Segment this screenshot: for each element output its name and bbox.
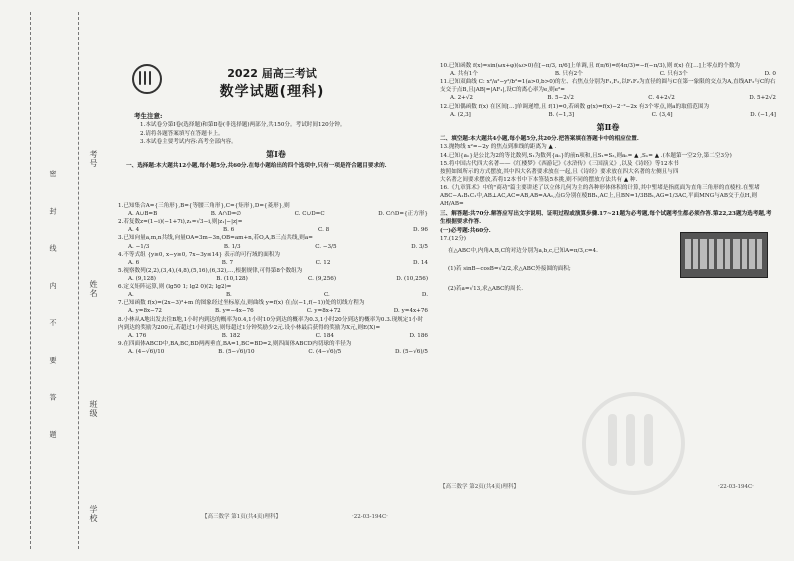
name-label: 姓名 — [89, 280, 98, 298]
question-4 — [118, 251, 428, 267]
question-stem: 4.不等式组 {y≥0, x−y≥0, 7x−3y≤14} 表示的可行域的面积为 — [118, 251, 281, 258]
mc-questions — [118, 202, 428, 356]
binding-strip — [0, 0, 112, 561]
question-8 — [118, 316, 428, 340]
school-label: 学校 — [89, 505, 98, 523]
option: D. — [421, 292, 428, 299]
option: B. — [225, 292, 232, 299]
question-stem: 9.在四面体ABCD中,BA,BC,BD两两垂直,BA=1,BC=BD=2,则四面体ABCD内切球的半径为 — [118, 340, 352, 347]
seal-warning: 密 封 线 内 不 要 答 题 — [49, 170, 57, 452]
option: A. (4−√6)/10 — [128, 348, 165, 355]
option: B. 7 — [221, 259, 234, 266]
notice-item: 1.本试卷分第Ⅰ卷(选择题)和第Ⅱ卷(非选择题)两部分,共150分。考试时间120分钟。 — [140, 122, 346, 129]
required-heading: (一)必考题:共60分. — [440, 227, 491, 234]
question-stem: 12.已知偶函数 f(x) 在区间[…]单调递增,且 f(1)=0,若函数 g(x)=f(x)−2⁻²−2x 有3个零点,则a的取值范围为 — [440, 103, 710, 110]
question-6 — [118, 283, 428, 299]
watermark-logo-icon — [582, 392, 685, 495]
option: A. 2+√2 — [450, 95, 473, 102]
part1-heading: 第Ⅰ卷 — [266, 148, 286, 159]
question-stem: 3.已知向量a,m,n共线,向量OA=3m−3n,OB=am+n,若O,A,B三点共线,则a= — [118, 235, 313, 242]
question-12 — [440, 103, 776, 119]
question-stem: 8.小林从A地出发去往B地,1小时内到达的概率为0.4,1小时10分到达的概率为0.3,1小时20分到达的概率为0.3.现规定1小时内到达的奖励为200元,若超过1小时到达,则每超过1分钟奖励少2元.设小林最后获得的奖励为X元,则E(X)= — [118, 316, 424, 331]
option: C. −3/5 — [315, 243, 337, 250]
option: D. 5+2√2 — [749, 95, 776, 102]
bookshelf-image — [680, 232, 768, 278]
option: B. 只有2个 — [554, 71, 583, 78]
option: C. y=8x+72 — [306, 308, 341, 315]
option: B. (10,128) — [216, 275, 248, 282]
question-1 — [118, 202, 428, 218]
page-footer: 【高三数学 第1页(共4页)理科】 — [202, 514, 282, 520]
page-code: ·22-03-194C· — [718, 484, 754, 490]
option: B. 182 — [221, 332, 241, 339]
option: C. 4+2√2 — [648, 95, 675, 102]
left-page — [112, 0, 432, 561]
option: D. y=4x+76 — [393, 308, 428, 315]
question-2 — [118, 218, 428, 234]
option: A. 176 — [128, 332, 147, 339]
option: C. (3,4] — [651, 111, 673, 118]
question-16: 16.《九章算术》中的"商功"篇主要讲述了以立体几何为主的各种形体体积的计算,其中堑堵是指底面为直角三角形的直棱柱.在堑堵ABC−A₁B₁C₁中,AB⊥AC,AC=AB,AB=AA₁,点G分别在棱BB₁,AC上,且BN=1/3BB₁,AG=1/3AC,平面MNG与AB交于点H,则AH/AB= — [440, 185, 760, 208]
solve-instruction: 三、解答题:共70分.解答应写出文字说明、证明过程或演算步骤.17~21题为必考题,每个试题考生都必须作答.第22,23题为选考题,考生根据要求作答. — [440, 211, 772, 226]
question-stem: 5.视察数列(2,2),(3,4),(4,8),(5,16),(6,32),…,根据规律,可得第8个数组为 — [118, 267, 303, 274]
question-11 — [440, 78, 776, 102]
question-5 — [118, 267, 428, 283]
option: A. A∪B=B — [128, 211, 158, 218]
option: C. 只有3个 — [659, 71, 688, 78]
option: D. (−1,4] — [750, 111, 776, 118]
option: D. 96 — [413, 227, 428, 234]
class-label: 班级 — [89, 400, 98, 418]
candidate-notice — [126, 112, 426, 170]
seal-line — [30, 12, 31, 549]
mc-instruction: 一、选择题:本大题共12小题,每小题5分,共60分.在每小题给出的四个选项中,只有一项是符合题目要求的. — [126, 163, 387, 170]
question-17-part-1: (1)若 sinB−cosB=√2/2,求△ABC外接圆的面积; — [448, 265, 571, 272]
exam-subtitle: 数学试题(理科) — [219, 84, 325, 100]
question-17-stem: 在△ABC中,内角A,B,C的对边分别为a,b,c,已知A=π/3,c=4. — [448, 247, 598, 254]
option: A. 4 — [128, 227, 140, 234]
option: D. 3/5 — [411, 243, 428, 250]
option: D. 0 — [764, 71, 776, 78]
option: C. (9,256) — [308, 275, 337, 282]
option: C. 12 — [315, 259, 331, 266]
page-code: ·22-03-194C· — [352, 514, 388, 520]
option: C. (4−√6)/5 — [308, 348, 342, 355]
question-7 — [118, 299, 428, 315]
question-9 — [118, 340, 428, 356]
option: D. (5−√6)/5 — [394, 348, 428, 355]
exam-number-label: 考号 — [89, 150, 98, 168]
notice-item: 3.本试卷主要考试内容:高考全部内容。 — [140, 138, 237, 145]
question-stem: 10.已知函数 f(x)=sin(ωx+φ)(ω>0)在[−π/3, π/6]上单调,且 f(π/6)=f(4π/3)=−f(−π/3),则 f(x) 在[…]上零点的个数为 — [440, 63, 741, 69]
option: A. 共有1个 — [450, 71, 478, 78]
option: A. −1/3 — [128, 243, 150, 250]
option: A. 6 — [128, 259, 140, 266]
option: C. C∪D=C — [294, 211, 325, 218]
option: C. 8 — [318, 227, 330, 234]
fill-instruction: 二、填空题:本大题共4小题,每小题5分,共20分.把答案填在答题卡中的相应位置. — [440, 136, 639, 143]
question-13: 13.抛物线 x²=−2y 的焦点到准线的距离为 ▲ . — [440, 144, 557, 151]
option: B. (5−√6)/10 — [218, 348, 255, 355]
question-stem: 11.已知双曲线 C: x²/a²−y²/b²=1(a>0,b>0)的左、右焦点分别为F₁,F₂,以F₁F₂为直径的圆与C在第一象限的交点为A,直线AF₂与C的右支交于点B,且|AB|=|AF₁|,设C的离心率为e,则e²= — [440, 79, 776, 94]
exam-title: 2022 届高三考试 — [227, 67, 317, 80]
question-14: 14.已知{aₙ}是公比为2的等比数列,S₁为数列{aₙ}的前n项和,且S₁=S₃,则aₙ= ▲ ,Sₙ= ▲ .(本题第一空2分,第二空3分) — [440, 152, 732, 159]
page-footer: 【高三数学 第2页(共4页)理科】 — [440, 484, 520, 490]
notice-item: 2.请将各题答案填写在答题卡上。 — [140, 130, 224, 137]
seal-line — [78, 12, 79, 549]
option: A. (9,128) — [128, 275, 156, 282]
part2-heading: 第Ⅱ卷 — [596, 121, 620, 132]
question-stem: 2.若复数z=(1−i)(−1+7i),z₁=√3−i,则|z₁|−|z|= — [118, 219, 243, 226]
option: B. 5−2√2 — [547, 95, 574, 102]
question-stem: 6.定义矩阵运算,则 (lg50 1; lg2 0)(2; lg2)= — [118, 284, 232, 291]
option: B. 1/3 — [223, 243, 241, 250]
option: C. — [323, 292, 330, 299]
option: B. A∩D=∅ — [210, 211, 242, 218]
option: D. C∩D={正方形} — [378, 211, 428, 218]
option: A. (2,3] — [450, 111, 471, 118]
question-17-heading: 17.(12分) — [440, 235, 466, 242]
question-stem: 1.已知集合A={三角形},B={等腰三角形},C={矩形},D={菱形},则 — [118, 203, 290, 209]
question-stem: 7.已知函数 f(x)=(2x−3)²+m 的图象经过坐标原点,则曲线 y=f(x) 在点(−1,f(−1))处的切线方程为 — [118, 300, 365, 307]
notice-heading: 考生注意: — [134, 112, 163, 120]
option: D. (10,256) — [396, 275, 428, 282]
question-17-part-2: (2)若a=√13,求△ABC的周长. — [448, 286, 523, 292]
option: A. — [128, 292, 134, 299]
option: A. y=8x−72 — [128, 308, 162, 315]
option: C. 184 — [315, 332, 334, 339]
option: D. 14 — [413, 259, 428, 266]
option: D. 186 — [409, 332, 428, 339]
question-10 — [440, 62, 776, 78]
option: B. (−1,3] — [548, 111, 575, 118]
option: B. y=−4x−76 — [214, 308, 254, 315]
question-3 — [118, 234, 428, 250]
question-15: 15.将中国古代四大名著——《红楼梦》《西游记》《水浒传》《三国演义》,以及《诗经》等12本书按照如图所示的方式摆放,其中四大名著要求放在一起,且《诗经》要求放在四大名著的左侧且与四大名著之间要求摆放,若将12本书中下本签装5本挑,则不同的摆放方法共有 ▲ 种. — [440, 160, 679, 183]
option: B. 6 — [222, 227, 235, 234]
